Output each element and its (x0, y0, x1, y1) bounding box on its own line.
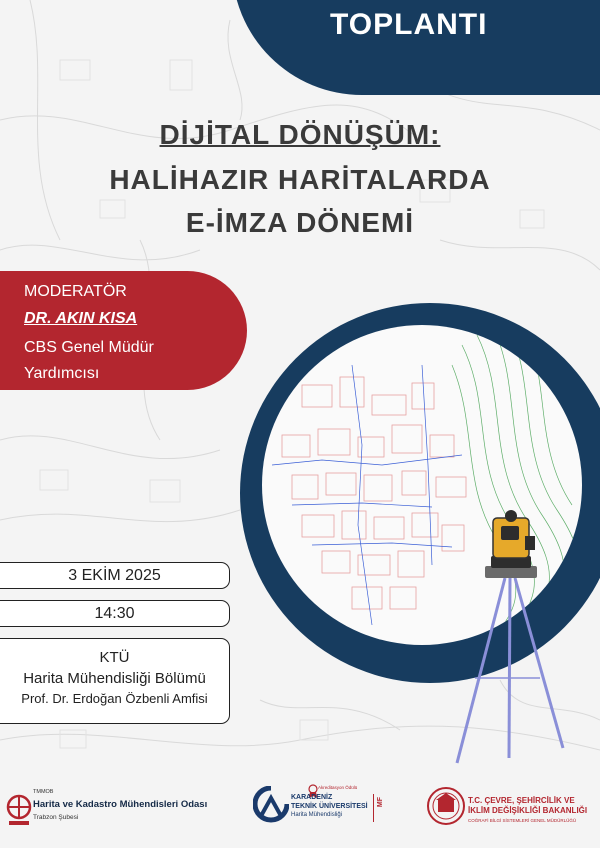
hkmo-logo-icon (6, 792, 32, 826)
ktu-logo-icon (253, 786, 289, 826)
moderator-name: DR. AKIN KISA (24, 310, 138, 327)
hkmo-top: TMMOB (33, 789, 54, 795)
ministry-emblem-icon (426, 786, 466, 826)
title-line-3: E-İMZA DÖNEMİ (185, 207, 415, 238)
moderator-role: MODERATÖR (24, 283, 127, 300)
ktu-divider (373, 794, 374, 822)
moderator-position-2: Yardımcısı (24, 365, 100, 382)
event-time: 14:30 (0, 600, 230, 627)
ktu-award: Akreditasyon Ödülü (318, 785, 358, 790)
venue-line-2: Harita Mühendisliği Bölümü (23, 670, 206, 687)
ministry-line-2: İKLİM DEĞİŞİKLİĞİ BAKANLIĞI (468, 806, 588, 815)
ktu-line-3: Harita Mühendisliği (291, 812, 343, 818)
hkmo-branch: Trabzon Şubesi (33, 814, 79, 821)
venue-line-1: KTÜ (99, 649, 130, 666)
ministry-line-3: COĞRAFİ BİLGİ SİSTEMLERİ GENEL MÜDÜRLÜĞÜ (468, 818, 577, 823)
moderator-panel (0, 271, 247, 390)
ktu-mf: MF (377, 797, 384, 808)
moderator-position-1: CBS Genel Müdür (24, 339, 154, 356)
venue-line-3: Prof. Dr. Erdoğan Özbenli Amfisi (21, 691, 208, 706)
title-line-1: DİJİTAL DÖNÜŞÜM: (159, 119, 441, 150)
ktu-line-1: KARADENİZ (291, 794, 333, 801)
banner-label: TOPLANTI (330, 8, 488, 41)
total-station-icon (445, 508, 575, 768)
hkmo-name: Harita ve Kadastro Mühendisleri Odası (33, 799, 208, 810)
ktu-line-2: TEKNİK ÜNİVERSİTESİ (291, 803, 368, 810)
title-line-2: HALİHAZIR HARİTALARDA (109, 164, 491, 195)
ministry-line-1: T.C. ÇEVRE, ŞEHİRCİLİK VE (468, 796, 575, 805)
event-venue (0, 638, 230, 724)
event-date: 3 EKİM 2025 (0, 562, 230, 589)
